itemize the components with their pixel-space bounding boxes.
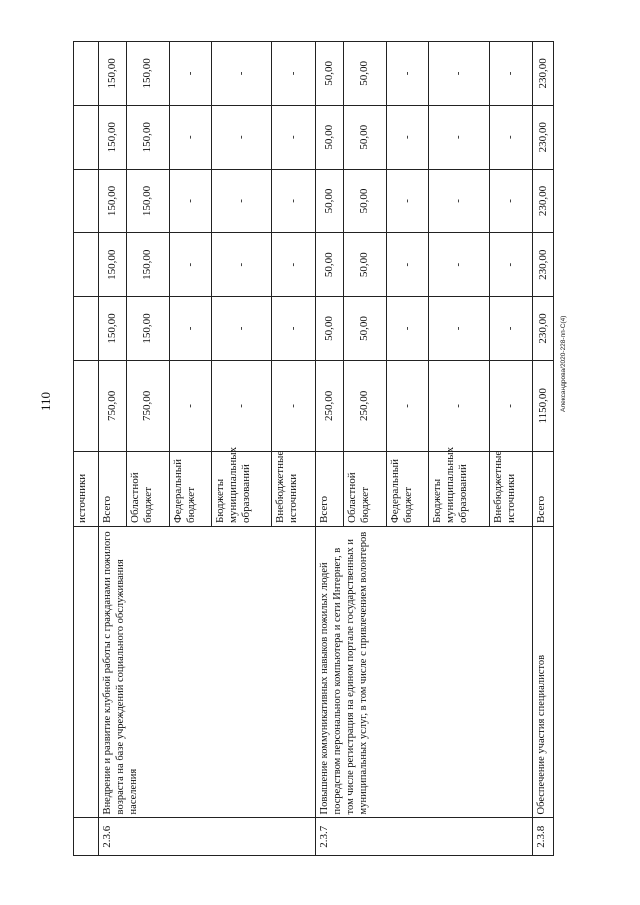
value-cell: -	[212, 105, 272, 169]
value-cell: 50,00	[316, 169, 344, 233]
value-cell: -	[272, 297, 316, 361]
source-cell: Бюджеты муниципальных образований	[429, 451, 489, 526]
value-cell: 50,00	[316, 297, 344, 361]
value-cell: -	[169, 42, 212, 106]
value-cell: 150,00	[98, 297, 126, 361]
value-cell: 150,00	[98, 105, 126, 169]
value-cell: 150,00	[126, 233, 169, 297]
value-cell: 150,00	[126, 297, 169, 361]
value-cell: 150,00	[126, 105, 169, 169]
footer-document-id: Александрова/2020-228-пп-С(4)	[560, 315, 567, 412]
source-header: источники	[74, 451, 99, 526]
item-number: 2.3.8	[533, 818, 554, 856]
value-cell: -	[489, 233, 533, 297]
value-cell: -	[429, 105, 489, 169]
value-cell: 150,00	[126, 42, 169, 106]
value-cell: 150,00	[126, 169, 169, 233]
value-cell: 50,00	[316, 42, 344, 106]
item-number: 2.3.7	[316, 818, 533, 856]
value-cell: 230,00	[533, 169, 554, 233]
item-description: Повышение коммуникативных навыков пожилых людей посредством персонального компьютера и сети Интернет, в том числе регистрация на едином портале государственных и муниципальных услуг, в том числе с привлечением волонтеров	[316, 527, 533, 818]
source-cell: Федеральный бюджет	[386, 451, 429, 526]
value-cell: 50,00	[344, 42, 387, 106]
value-cell: -	[429, 297, 489, 361]
value-cell: 50,00	[344, 169, 387, 233]
source-cell: Федеральный бюджет	[169, 451, 212, 526]
value-cell: -	[386, 105, 429, 169]
table-row	[98, 42, 126, 856]
value-cell: -	[429, 360, 489, 451]
value-cell: 50,00	[344, 105, 387, 169]
value-cell: 150,00	[98, 169, 126, 233]
source-cell: Областной бюджет	[344, 451, 387, 526]
value-cell: 150,00	[98, 233, 126, 297]
value-cell: -	[386, 360, 429, 451]
value-cell: 230,00	[533, 297, 554, 361]
rotated-table-frame	[73, 41, 554, 856]
value-cell: -	[212, 297, 272, 361]
value-cell: 150,00	[98, 42, 126, 106]
item-description: Обеспечение участия специалистов	[533, 527, 554, 818]
value-cell: -	[386, 233, 429, 297]
value-cell: -	[386, 42, 429, 106]
value-cell: -	[169, 233, 212, 297]
source-cell: Бюджеты муниципальных образований	[212, 451, 272, 526]
page-number: 110	[38, 391, 53, 411]
value-cell: 230,00	[533, 42, 554, 106]
value-cell: -	[489, 360, 533, 451]
value-cell: -	[169, 169, 212, 233]
table-body	[74, 42, 554, 856]
value-cell: 750,00	[98, 360, 126, 451]
value-cell: -	[212, 169, 272, 233]
item-number: 2.3.6	[98, 818, 315, 856]
source-cell: Внебюджетные источники	[272, 451, 316, 526]
source-cell: Всего	[316, 451, 344, 526]
value-cell: 250,00	[344, 360, 387, 451]
value-cell: -	[169, 297, 212, 361]
item-description: Внедрение и развитие клубной работы с гражданами пожилого возраста на базе учреждений социального обслуживания населения	[98, 527, 315, 818]
value-cell: -	[386, 169, 429, 233]
value-cell: -	[272, 360, 316, 451]
value-cell: -	[212, 233, 272, 297]
value-cell: -	[169, 105, 212, 169]
value-cell: 250,00	[316, 360, 344, 451]
value-cell: -	[429, 233, 489, 297]
value-cell: -	[212, 42, 272, 106]
table-row	[316, 42, 344, 856]
value-cell: -	[272, 169, 316, 233]
value-cell: -	[429, 42, 489, 106]
value-cell: 230,00	[533, 233, 554, 297]
budget-table	[73, 41, 554, 856]
source-cell: Всего	[98, 451, 126, 526]
source-cell: Всего	[533, 451, 554, 526]
value-cell: 230,00	[533, 105, 554, 169]
value-cell: -	[489, 169, 533, 233]
value-cell: -	[489, 42, 533, 106]
value-cell: -	[386, 297, 429, 361]
value-cell: 1150,00	[533, 360, 554, 451]
source-cell: Областной бюджет	[126, 451, 169, 526]
value-cell: -	[489, 105, 533, 169]
value-cell: 50,00	[316, 233, 344, 297]
source-cell: Внебюджетные источники	[489, 451, 533, 526]
value-cell: -	[272, 233, 316, 297]
value-cell: -	[272, 105, 316, 169]
table-row	[533, 42, 554, 856]
value-cell: -	[489, 297, 533, 361]
value-cell: -	[212, 360, 272, 451]
table-header-row	[74, 42, 99, 856]
value-cell: 50,00	[344, 297, 387, 361]
value-cell: -	[272, 42, 316, 106]
value-cell: -	[169, 360, 212, 451]
value-cell: 50,00	[316, 105, 344, 169]
value-cell: 50,00	[344, 233, 387, 297]
value-cell: 750,00	[126, 360, 169, 451]
value-cell: -	[429, 169, 489, 233]
